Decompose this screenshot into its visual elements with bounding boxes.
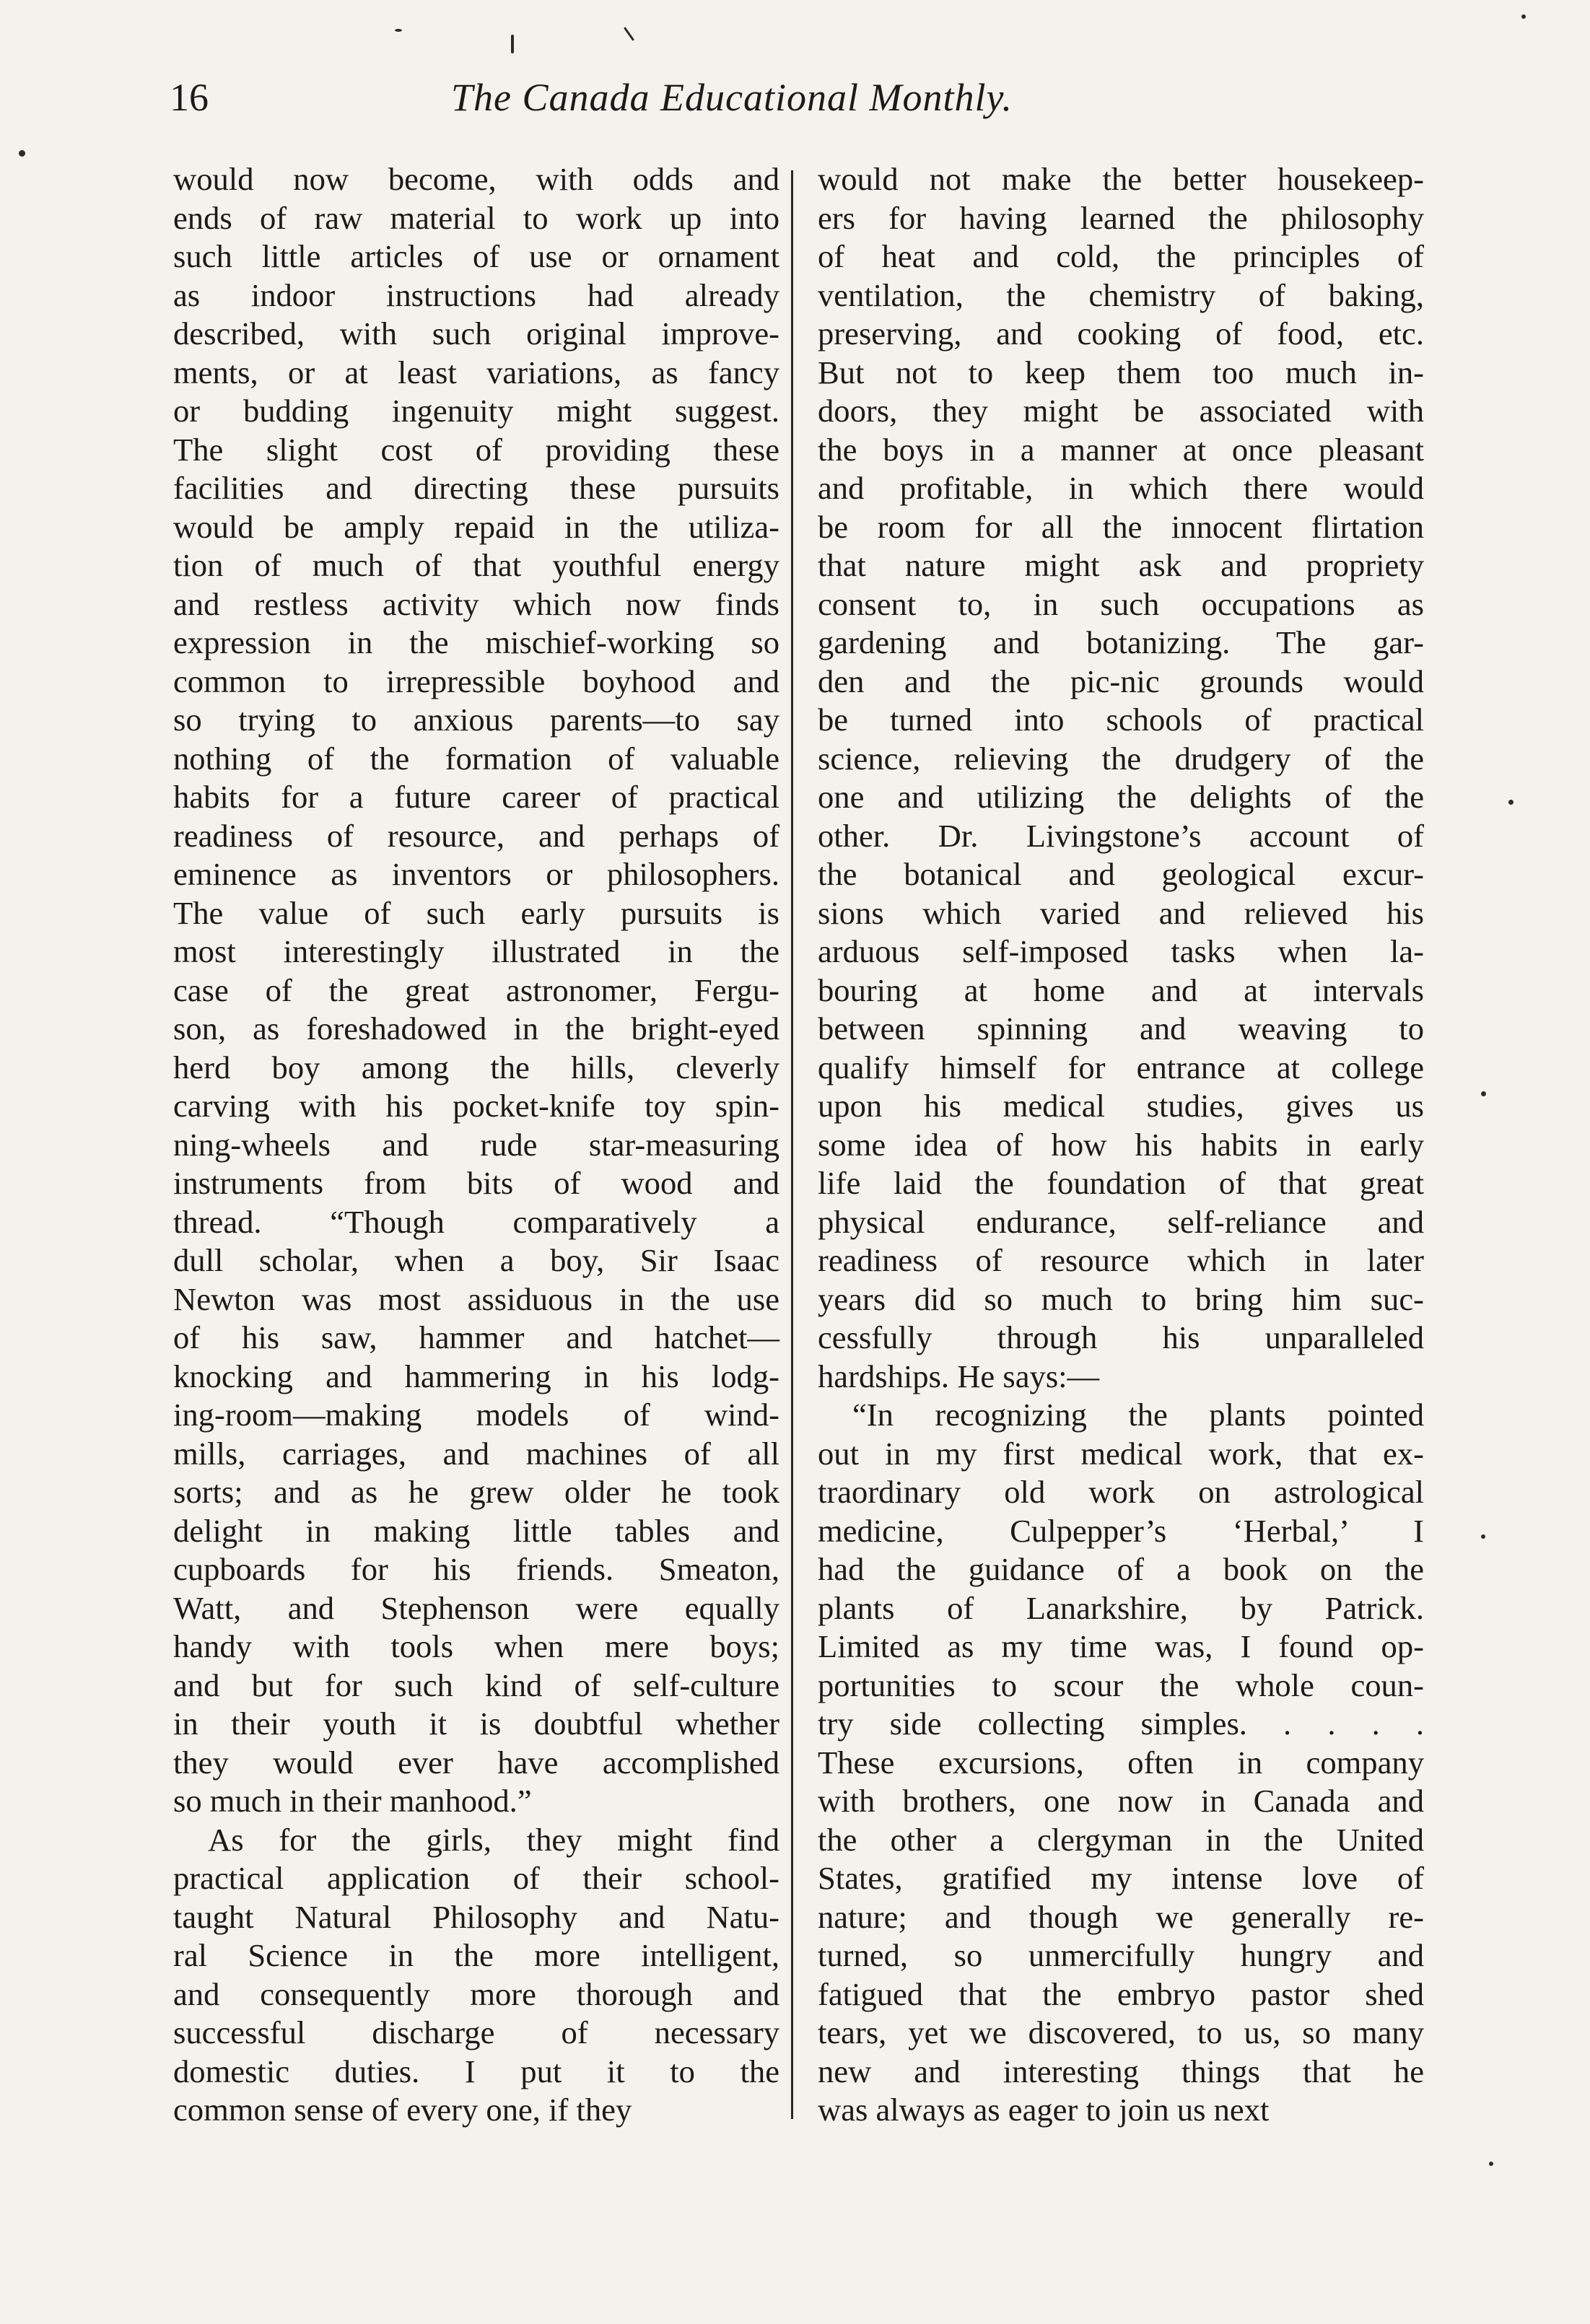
right-column-line: upon his medical studies, gives us (818, 1088, 1424, 1124)
right-column-line: other. Dr. Livingstone’s account of (818, 817, 1424, 854)
left-column-line: ments, or at least variations, as fancy (173, 354, 779, 390)
right-column-line: cessfully through his unparalleled (818, 1319, 1424, 1355)
right-column-line: portunities to scour the whole coun- (818, 1666, 1424, 1703)
left-column-line: or budding ingenuity might suggest. (173, 393, 779, 429)
right-column-line: one and utilizing the delights of the (818, 779, 1424, 815)
left-column-line: expression in the mischief-working so (173, 624, 779, 660)
left-column-line: knocking and hammering in his lodg- (173, 1358, 779, 1394)
left-column-line: Newton was most assiduous in the use (173, 1280, 779, 1317)
left-column-line: and but for such kind of self-culture (173, 1666, 779, 1703)
left-column-line: taught Natural Philosophy and Natu- (173, 1898, 779, 1935)
right-column-line: that nature might ask and propriety (818, 547, 1424, 583)
left-column-line: As for the girls, they might find (208, 1821, 779, 1858)
right-column-line: hardships. He says:— (818, 1358, 1100, 1394)
left-column-line: The value of such early pursuits is (173, 894, 779, 931)
right-column-line: of heat and cold, the principles of (818, 238, 1424, 274)
right-column-line: traordinary old work on astrological (818, 1474, 1424, 1510)
left-column-line: of his saw, hammer and hatchet— (173, 1319, 779, 1355)
right-column-line: the boys in a manner at once pleasant (818, 431, 1424, 468)
left-column-line: The slight cost of providing these (173, 431, 779, 468)
right-column-line: life laid the foundation of that great (818, 1165, 1424, 1201)
right-column-line: nature; and though we generally re- (818, 1898, 1424, 1935)
right-column-line: readiness of resource which in later (818, 1242, 1424, 1278)
right-column-line: had the guidance of a book on the (818, 1551, 1424, 1587)
left-column-line: would now become, with odds and (173, 161, 779, 197)
left-column-line: common sense of every one, if they (173, 2092, 632, 2128)
left-column-line: domestic duties. I put it to the (173, 2053, 779, 2089)
left-column-line: described, with such original improve- (173, 315, 779, 351)
left-column-line: tion of much of that youthful energy (173, 547, 779, 583)
left-column-line: Watt, and Stephenson were equally (173, 1589, 779, 1626)
left-column-line: handy with tools when mere boys; (173, 1628, 779, 1664)
right-column-line: be room for all the innocent flirtation (818, 508, 1424, 545)
left-column-line: nothing of the formation of valuable (173, 740, 779, 777)
right-column (818, 160, 1424, 2130)
right-column-line: ers for having learned the philosophy (818, 199, 1424, 236)
left-column-line: ends of raw material to work up into (173, 199, 779, 236)
left-column-line: ing-room—making models of wind- (173, 1397, 779, 1433)
left-column-line: sorts; and as he grew older he took (173, 1474, 779, 1510)
right-column-line: preserving, and cooking of food, etc. (818, 315, 1424, 351)
left-column-line: case of the great astronomer, Fergu- (173, 971, 779, 1008)
right-column-line: Limited as my time was, I found op- (818, 1628, 1424, 1664)
left-column (173, 160, 779, 2130)
page-number: 16 (170, 76, 209, 119)
left-column-line: thread. “Though comparatively a (173, 1203, 779, 1240)
left-column-line: cupboards for his friends. Smeaton, (173, 1551, 779, 1587)
left-column-line: would be amply repaid in the utiliza- (173, 508, 779, 545)
right-column-line: arduous self-imposed tasks when la- (818, 933, 1424, 969)
left-column-line: readiness of resource, and perhaps of (173, 817, 779, 854)
left-column-line: dull scholar, when a boy, Sir Isaac (173, 1242, 779, 1278)
right-column-line: gardening and botanizing. The gar- (818, 624, 1424, 660)
right-column-line: “In recognizing the plants pointed (852, 1397, 1424, 1433)
left-column-line: mills, carriages, and machines of all (173, 1435, 779, 1472)
left-column-line: ning-wheels and rude star-measuring (173, 1126, 779, 1163)
left-column-line: and consequently more thorough and (173, 1975, 779, 2012)
right-column-line: qualify himself for entrance at college (818, 1049, 1424, 1085)
running-head (162, 69, 1122, 126)
journal-title: The Canada Educational Monthly. (451, 76, 1013, 119)
column-divider (791, 170, 793, 2119)
right-column-line: medicine, Culpepper’s ‘Herbal,’ I (818, 1512, 1424, 1549)
left-column-line: successful discharge of necessary (173, 2014, 779, 2050)
right-column-line: was always as eager to join us next (818, 2092, 1270, 2128)
right-column-line: bouring at home and at intervals (818, 971, 1424, 1008)
right-column-line: physical endurance, self-reliance and (818, 1203, 1424, 1240)
right-column-line: between spinning and weaving to (818, 1010, 1424, 1047)
left-column-line: habits for a future career of practical (173, 779, 779, 815)
right-column-line: turned, so unmercifully hungry and (818, 1937, 1424, 1973)
right-column-line: States, gratified my intense love of (818, 1860, 1424, 1896)
left-column-line: ral Science in the more intelligent, (173, 1937, 779, 1973)
left-column-line: facilities and directing these pursuits (173, 470, 779, 506)
right-column-line: some idea of how his habits in early (818, 1126, 1424, 1163)
left-column-line: such little articles of use or ornament (173, 238, 779, 274)
right-column-line: consent to, in such occupations as (818, 585, 1424, 622)
left-column-line: instruments from bits of wood and (173, 1165, 779, 1201)
right-column-line: doors, they might be associated with (818, 393, 1424, 429)
left-column-line: so trying to anxious parents—to say (173, 702, 779, 738)
right-column-line: den and the pic-nic grounds would (818, 663, 1424, 699)
left-column-line: so much in their manhood.” (173, 1783, 532, 1819)
right-column-line: These excursions, often in company (818, 1744, 1424, 1781)
right-column-line: sions which varied and relieved his (818, 894, 1424, 931)
left-column-line: most interestingly illustrated in the (173, 933, 779, 969)
right-column-line: ventilation, the chemistry of baking, (818, 276, 1424, 313)
right-column-line: out in my first medical work, that ex- (818, 1435, 1424, 1472)
left-column-line: carving with his pocket-knife toy spin- (173, 1088, 779, 1124)
right-column-line: the botanical and geological excur- (818, 856, 1424, 892)
right-column-line: fatigued that the embryo pastor shed (818, 1975, 1424, 2012)
left-column-line: in their youth it is doubtful whether (173, 1705, 779, 1742)
right-column-line: try side collecting simples. . . . . (818, 1705, 1424, 1742)
left-column-line: herd boy among the hills, cleverly (173, 1049, 779, 1085)
right-column-line: the other a clergyman in the United (818, 1821, 1424, 1858)
left-column-line: delight in making little tables and (173, 1512, 779, 1549)
right-column-line: be turned into schools of practical (818, 702, 1424, 738)
left-column-line: eminence as inventors or philosophers. (173, 856, 779, 892)
right-column-line: tears, yet we discovered, to us, so many (818, 2014, 1424, 2050)
right-column-line: science, relieving the drudgery of the (818, 740, 1424, 777)
right-column-line: But not to keep them too much in- (818, 354, 1424, 390)
right-column-line: would not make the better housekeep- (818, 161, 1424, 197)
right-column-line: with brothers, one now in Canada and (818, 1783, 1424, 1819)
right-column-line: plants of Lanarkshire, by Patrick. (818, 1589, 1424, 1626)
left-column-line: practical application of their school- (173, 1860, 779, 1896)
left-column-line: as indoor instructions had already (173, 276, 779, 313)
right-column-line: years did so much to bring him suc- (818, 1280, 1424, 1317)
left-column-line: son, as foreshadowed in the bright-eyed (173, 1010, 779, 1047)
right-column-line: and profitable, in which there would (818, 470, 1424, 506)
left-column-line: and restless activity which now finds (173, 585, 779, 622)
right-column-line: new and interesting things that he (818, 2053, 1424, 2089)
left-column-line: common to irrepressible boyhood and (173, 663, 779, 699)
left-column-line: they would ever have accomplished (173, 1744, 779, 1781)
